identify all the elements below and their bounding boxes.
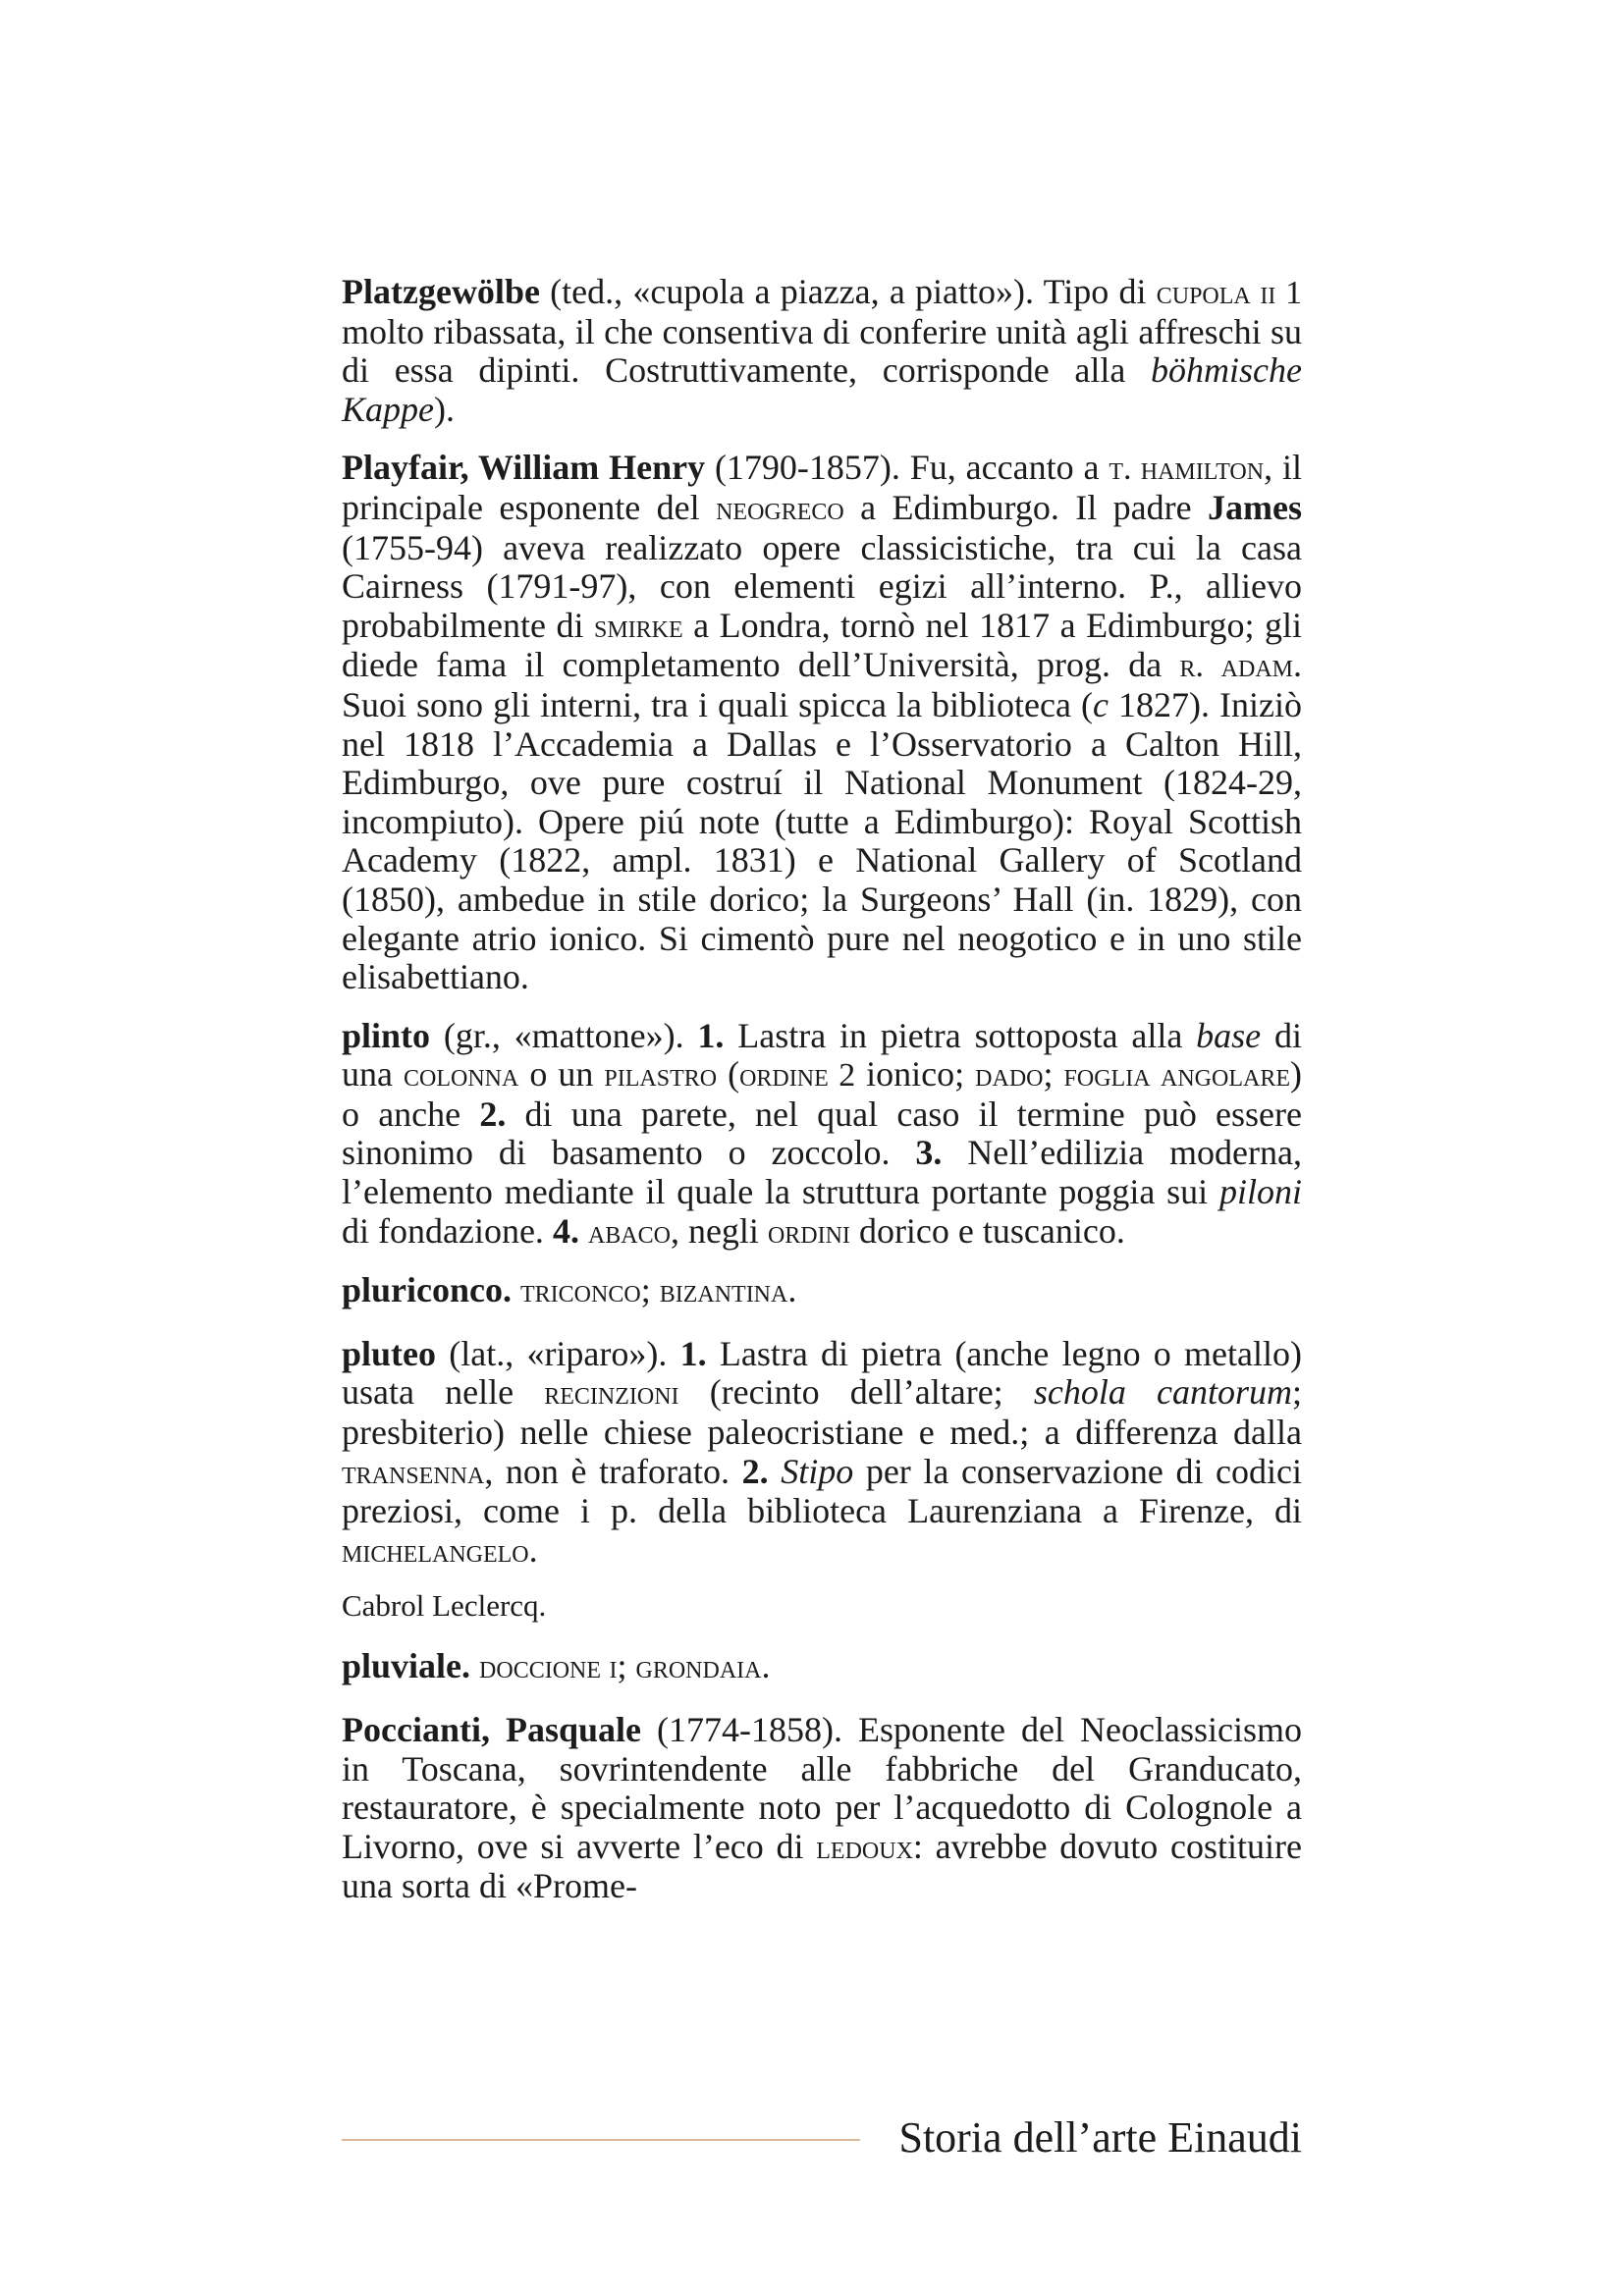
entry-pluviale: pluviale. doccione i; grondaia. — [342, 1646, 771, 1686]
sense-number: 4. — [552, 1210, 579, 1251]
cross-reference: ordini — [767, 1213, 850, 1251]
headword: pluriconco. — [342, 1270, 513, 1310]
cross-reference: ordine 2 — [739, 1057, 856, 1095]
cross-reference: colonna — [404, 1057, 519, 1095]
cross-reference: smirke — [593, 608, 683, 645]
cross-reference: ledoux — [816, 1829, 913, 1866]
cross-reference: grondaia — [635, 1649, 762, 1686]
footer-title: Storia dell’arte Einaudi — [898, 2113, 1302, 2162]
entry-playfair: Playfair, William Henry (1790-1857). Fu, accanto a t. hamilton, il principale esponente del neogreco a Edimburgo. Il padre James (1755-94) aveva realizzato opere classicistiche, tra cui la casa Cairness (1791-97), con elementi egizi all’interno. P., allievo probabilmente di smirke a Londra, tornò nel 1817 a Edimburgo; gli diede fama il completamento dell’Università, prog. da r. adam. Suoi sono gli interni, tra i quali spicca la biblioteca (c 1827). Iniziò nel 1818 l’Accademia a Dallas e l’Osservatorio a Calton Hill, Edimburgo, ove pure costruí il National Monument (1824-29, incompiuto). Opere piú note (tutte a Edimburgo): Royal Scottish Academy (1822, ampl. 1831) e National Gallery of Scotland (1850), ambedue in stile dorico; la Surgeons’ Hall (in. 1829), con elegante atrio ionico. Si cimentò pure nel neogotico e in uno stile elisabettiano. — [342, 448, 1303, 997]
cross-reference: recinzioni — [544, 1375, 679, 1413]
cross-reference: doccione i — [479, 1649, 618, 1686]
cross-reference: neogreco — [716, 490, 844, 527]
cross-reference: michelangelo — [342, 1532, 529, 1570]
cross-reference: transenna — [342, 1454, 485, 1491]
cross-reference: abaco — [587, 1213, 671, 1251]
cross-reference: dado — [975, 1057, 1044, 1095]
footer-rule — [342, 2139, 860, 2141]
headword: Playfair, William Henry — [342, 448, 706, 488]
cross-reference: t. hamilton — [1109, 451, 1265, 488]
entry-poccianti: Poccianti, Pasquale (1774-1858). Esponente del Neoclassicismo in Toscana, sovrintendente alle fabbriche del Granducato, restauratore, è specialmente noto per l’acquedotto di Colognole a Livorno, ove si avverte l’eco di ledoux: avrebbe dovuto costituire una sorta di «Prome- — [342, 1710, 1302, 1906]
headword: plinto — [342, 1015, 431, 1055]
entry-pluteo: pluteo (lat., «riparo»). 1. Lastra di pietra (anche legno o metallo) usata nelle recinzioni (recinto dell’altare; schola cantorum; presbiterio) nelle chiese paleocristiane e med.; a differenza dalla transenna, non è traforato. 2. Stipo per la conservazione di codici preziosi, come i p. della biblioteca Laurenziana a Firenze, di michelangelo. — [342, 1333, 1302, 1570]
headword: Poccianti, Pasquale — [342, 1710, 642, 1749]
sense-number: 1. — [697, 1015, 725, 1055]
headword: pluviale. — [342, 1646, 471, 1686]
sense-number: 2. — [479, 1094, 507, 1134]
entry-plinto: plinto (gr., «mattone»). 1. Lastra in pietra sottoposta alla base di una colonna o un pilastro (ordine 2 ionico; dado; foglia angolare) o anche 2. di una parete, nel qual caso il termine può essere sinonimo di basamento o zoccolo. 3. Nell’edilizia moderna, l’elemento mediante il quale la struttura portante poggia sui piloni di fondazione. 4. abaco, negli ordini dorico e tuscanico. — [342, 1015, 1303, 1251]
bibliography-citation: Cabrol Leclercq. — [342, 1588, 547, 1624]
sense-number: 2. — [741, 1451, 769, 1491]
cross-reference: r. adam — [1179, 648, 1293, 685]
entries-column — [342, 273, 1302, 1926]
cross-reference: pilastro — [604, 1057, 718, 1095]
entry-platzgewolbe: Platzgewölbe (ted., «cupola a piazza, a piatto»). Tipo di cupola ii 1 molto ribassata, il che consentiva di conferire unità agli affreschi su di essa dipinti. Costruttivamente, corrisponde alla böhmische Kappe). — [342, 272, 1302, 429]
sense-number: 3. — [915, 1133, 943, 1173]
sense-number: 1. — [679, 1333, 707, 1373]
entry-pluriconco: pluriconco. triconco; bizantina. — [342, 1270, 797, 1310]
headword: Platzgewölbe — [342, 272, 540, 311]
cross-reference: triconco — [520, 1273, 641, 1310]
cross-reference: foglia angolare — [1063, 1057, 1290, 1095]
headword: pluteo — [342, 1333, 437, 1373]
cross-reference: cupola ii 1 — [1156, 275, 1302, 311]
cross-reference: bizantina — [659, 1273, 788, 1310]
person-name: James — [1208, 487, 1303, 527]
